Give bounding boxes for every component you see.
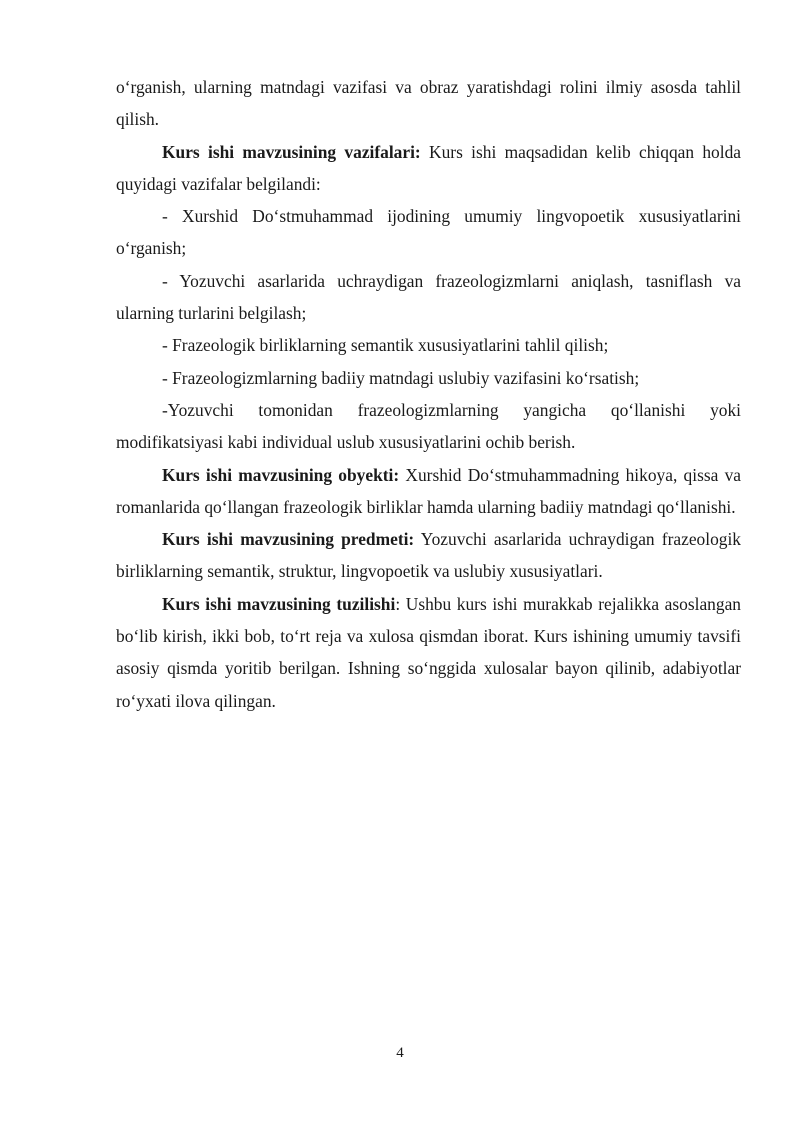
page-body xyxy=(116,71,741,717)
object-text: Xurshid Do‘stmuhammadning hikoya, qissa va romanlarida qo‘llangan frazeologik birliklar hamda ularning badiiy matndagi qo‘llanishi. xyxy=(116,464,741,517)
subject-heading: Kurs ishi mavzusining predmeti: xyxy=(162,529,415,550)
task-item: - Xurshid Do‘stmuhammad ijodining umumiy lingvopoetik xususiyatlarini o‘rganish; xyxy=(116,206,741,259)
task-item: -Yozuvchi tomonidan frazeologizmlarning yangicha qo‘llanishi yoki modifikatsiyasi kabi individual uslub xususiyatlarini ochib berish. xyxy=(116,399,741,453)
structure-text: : Ushbu kurs ishi murakkab rejalikka asoslangan bo‘lib kirish, ikki bob, to‘rt reja va xulosa qismdan iborat. Kurs ishining umumiy tavsifi asosiy qismda yoritib berilgan. Ishning so‘nggida xulosalar bayon qilinib, adabiyotlar ro‘yxati ilova qilingan. xyxy=(116,593,741,711)
object-heading: Kurs ishi mavzusining obyekti: xyxy=(162,464,400,485)
tasks-intro: Kurs ishi maqsadidan kelib chiqqan holda quyidagi vazifalar belgilandi: xyxy=(116,141,741,194)
tasks-heading: Kurs ishi mavzusining vazifalari: xyxy=(162,141,421,162)
subject-paragraph xyxy=(116,523,741,588)
task-item: - Frazeologizmlarning badiiy matndagi uslubiy vazifasini ko‘rsatish; xyxy=(162,367,640,388)
structure-paragraph xyxy=(116,588,741,717)
continuation-paragraph: o‘rganish, ularning matndagi vazifasi va obraz yaratishdagi rolini ilmiy asosda tahlil qilish. xyxy=(116,77,741,130)
task-item: - Yozuvchi asarlarida uchraydigan frazeologizmlarni aniqlash, tasniflash va ularning turlarini belgilash; xyxy=(116,270,741,324)
subject-text: Yozuvchi asarlarida uchraydigan frazeologik birliklarning semantik, struktur, lingvopoetik va uslubiy xususiyatlari. xyxy=(116,529,741,582)
structure-heading: Kurs ishi mavzusining tuzilishi xyxy=(162,593,396,614)
task-item: - Frazeologik birliklarning semantik xususiyatlarini tahlil qilish; xyxy=(162,335,609,356)
tasks-paragraph xyxy=(116,136,741,201)
object-paragraph xyxy=(116,459,741,524)
page-number: 4 xyxy=(396,1045,404,1061)
